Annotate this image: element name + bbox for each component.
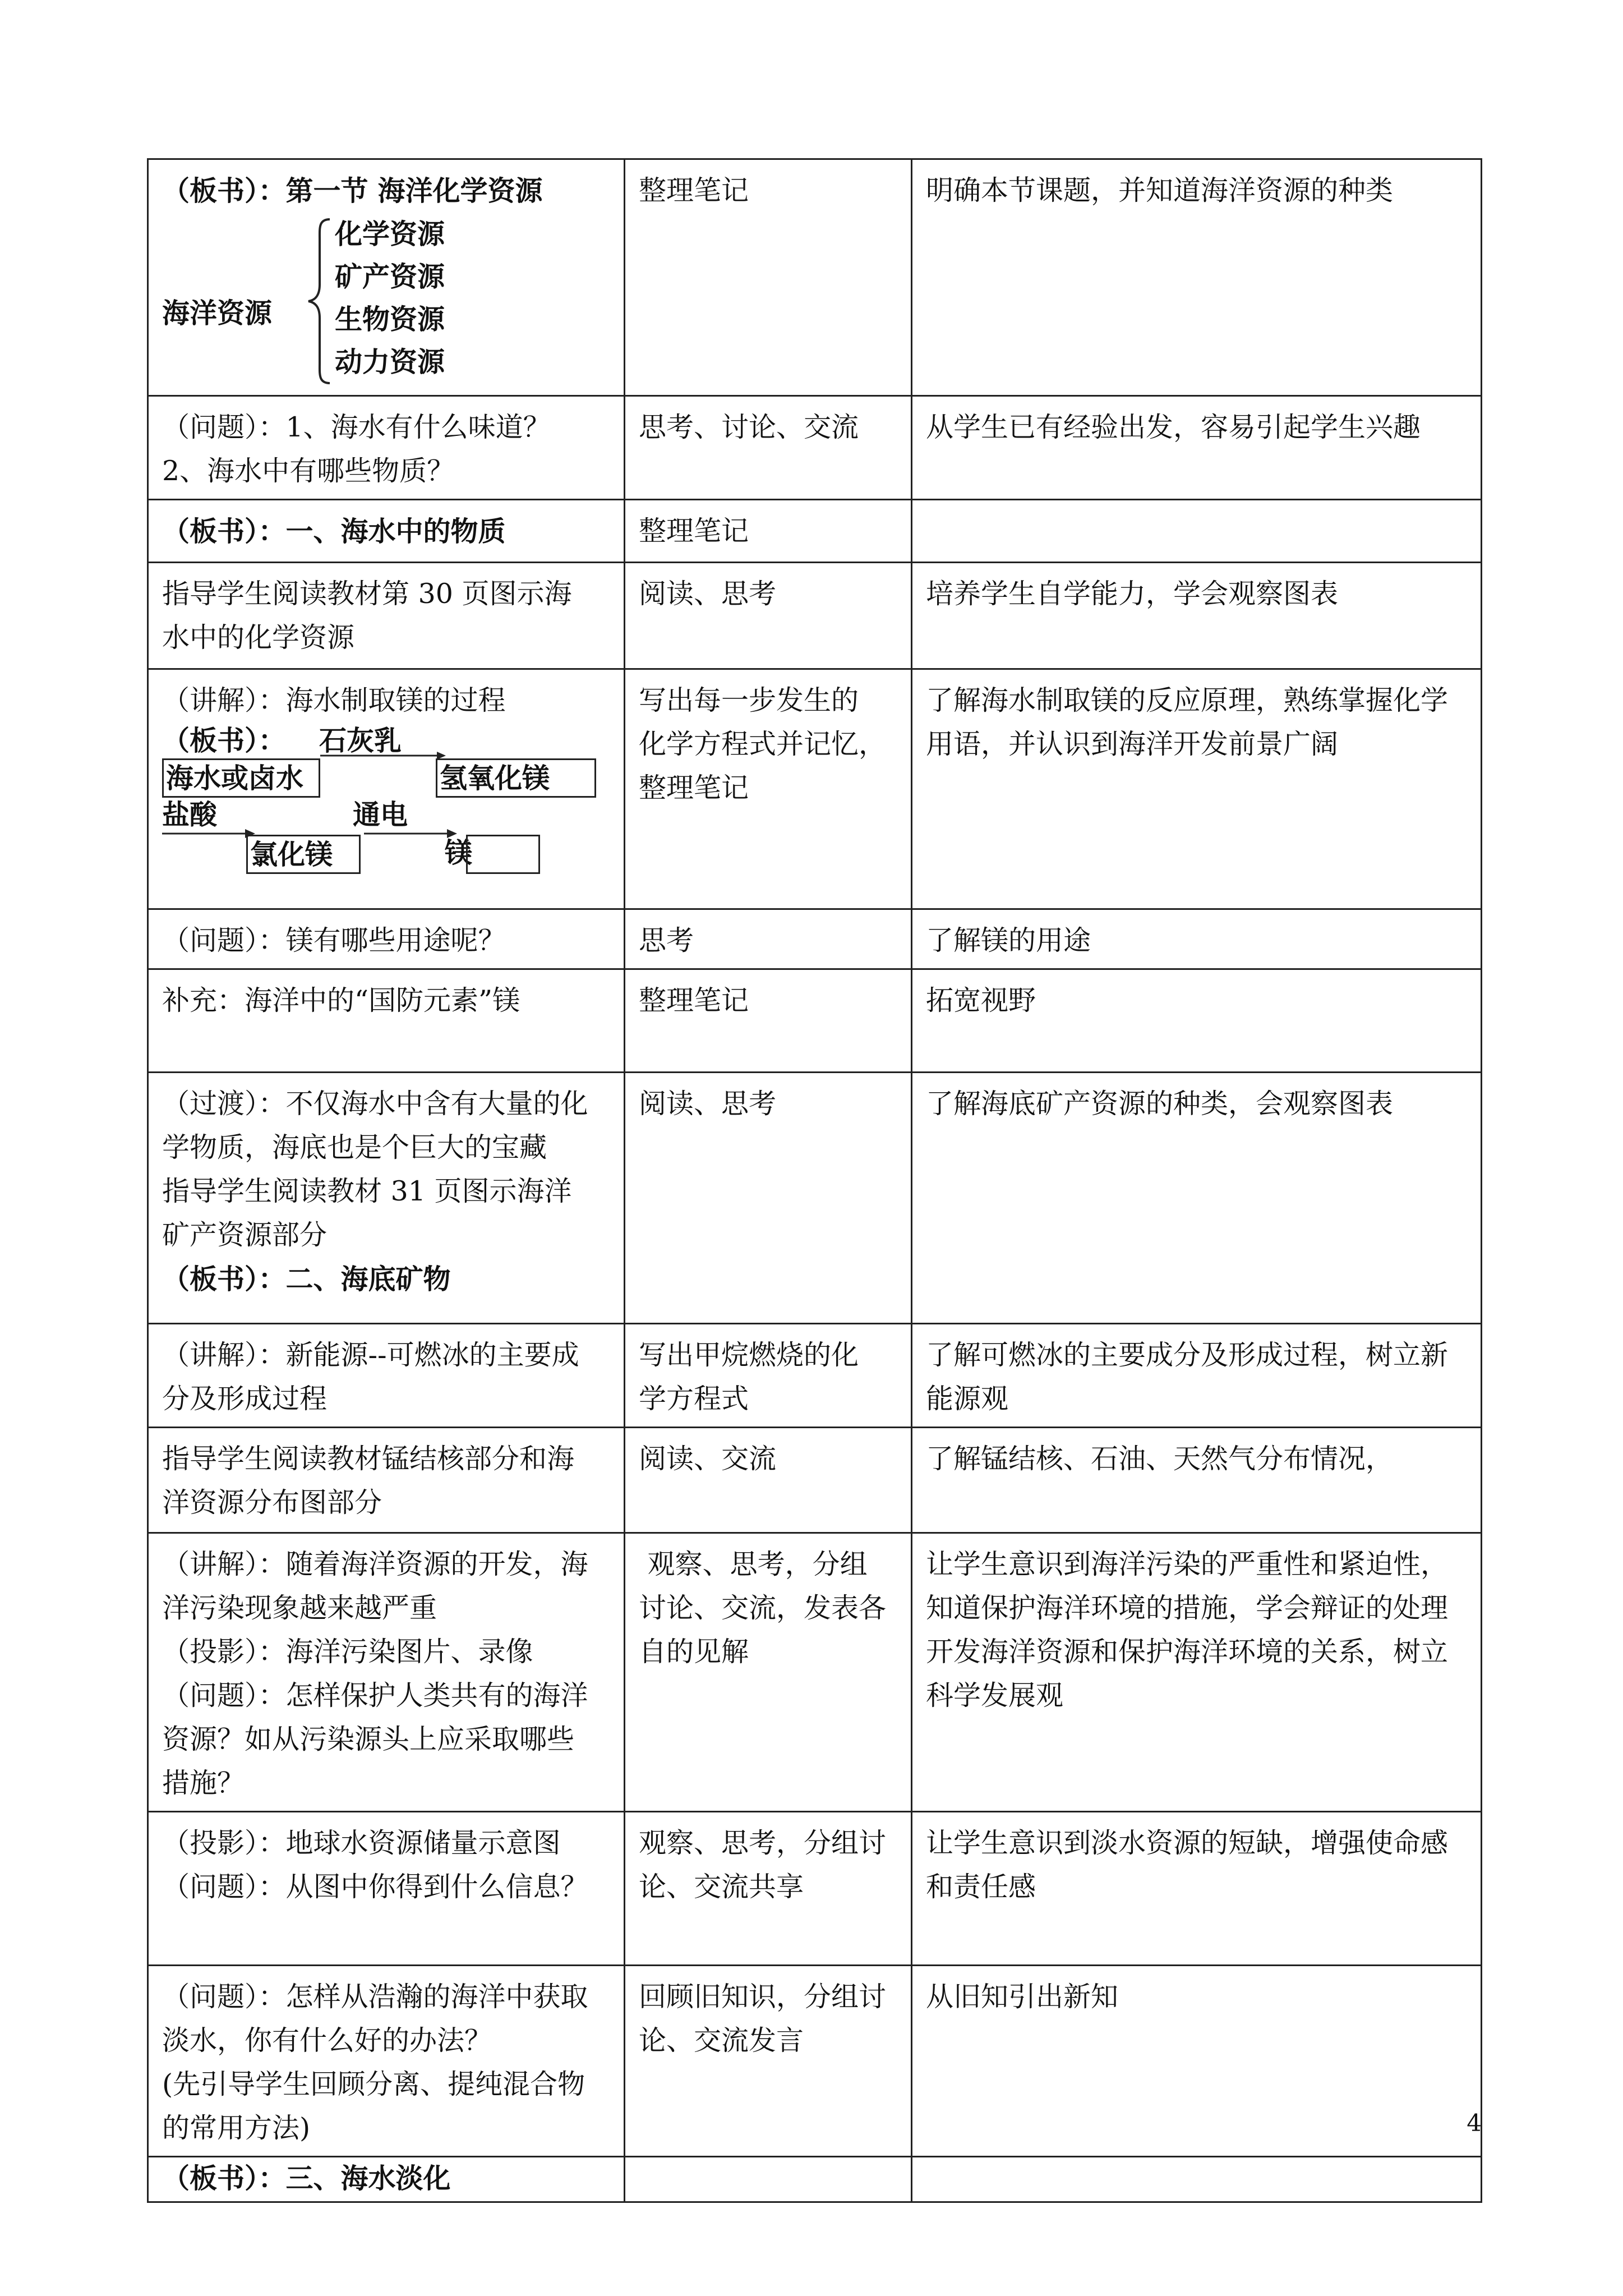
design-purpose-cell <box>912 500 1482 563</box>
student-activity-cell <box>625 1324 912 1428</box>
text-line: 写出每一步发生的 <box>639 684 859 716</box>
table-row <box>148 1428 1482 1533</box>
text-line: 写出甲烷燃烧的化 <box>639 1339 859 1371</box>
text-line: 措施？ <box>162 1767 245 1799</box>
student-activity-cell: 整理笔记 <box>625 500 912 563</box>
teacher-activity-cell <box>148 1533 625 1812</box>
flow-condition-label: 通电 <box>353 798 408 831</box>
design-purpose-cell <box>912 1324 1482 1428</box>
teacher-activity-cell: （问题）：镁有哪些用途呢？ <box>148 909 625 969</box>
text-line: 整理笔记 <box>639 772 749 804</box>
design-purpose-cell: 明确本节课题，并知道海洋资源的种类 <box>912 159 1482 396</box>
brace-item: 矿产资源 <box>335 260 445 293</box>
student-activity-cell <box>625 1533 912 1812</box>
student-activity-cell: 思考、讨论、交流 <box>625 396 912 500</box>
table-row <box>148 909 1482 969</box>
text-line: 2、海水中有哪些物质？ <box>162 455 455 487</box>
teacher-activity-cell <box>148 1324 625 1428</box>
design-purpose-cell <box>912 669 1482 909</box>
table-row <box>148 1533 1482 1812</box>
table-row <box>148 1324 1482 1428</box>
table-row <box>148 1812 1482 1966</box>
magnesium-flow-diagram <box>162 723 611 874</box>
design-purpose-cell <box>912 1533 1482 1812</box>
text-line: （问题）：怎样保护人类共有的海洋 <box>162 1680 588 1711</box>
text-line: 资源？如从污染源头上应采取哪些 <box>162 1723 575 1755</box>
design-purpose-cell <box>912 1812 1482 1966</box>
student-activity-cell: 思考 <box>625 909 912 969</box>
teacher-activity-cell <box>148 563 625 669</box>
teacher-activity-cell <box>148 396 625 500</box>
text-line: (先引导学生回顾分离、提纯混合物 <box>162 2068 585 2100</box>
text-line: 用语，并认识到海洋开发前景广阔 <box>926 728 1339 760</box>
student-activity-cell: 阅读、交流 <box>625 1428 912 1533</box>
teacher-activity-cell <box>148 159 625 396</box>
text-line: （讲解）：海水制取镁的过程 <box>162 684 506 716</box>
text-line: 科学发展观 <box>926 1680 1064 1711</box>
teacher-activity-cell <box>148 1966 625 2157</box>
teacher-activity-cell <box>148 1812 625 1966</box>
board-heading: （板书）：第一节 海洋化学资源 <box>162 174 543 207</box>
student-activity-cell <box>625 669 912 909</box>
text-line: 观察、思考，分组讨 <box>639 1827 887 1859</box>
empty-box <box>466 835 540 874</box>
flow-product-box: 氢氧化镁 <box>436 758 596 798</box>
brace-item: 动力资源 <box>335 346 445 378</box>
table-row <box>148 396 1482 500</box>
resource-brace-diagram <box>162 213 611 389</box>
table-row <box>148 2157 1482 2202</box>
student-activity-cell: 阅读、思考 <box>625 563 912 669</box>
board-heading: （板书）：二、海底矿物 <box>162 1263 451 1295</box>
table-row <box>148 563 1482 669</box>
table-row <box>148 969 1482 1073</box>
student-activity-cell <box>625 1812 912 1966</box>
flow-reagent-label: 盐酸 <box>162 798 218 831</box>
text-line: 分及形成过程 <box>162 1383 328 1415</box>
text-line: （投影）：地球水资源储量示意图 <box>162 1827 561 1859</box>
design-purpose-cell: 拓宽视野 <box>912 969 1482 1073</box>
student-activity-cell: 阅读、思考 <box>625 1073 912 1324</box>
design-purpose-cell: 了解锰结核、石油、天然气分布情况， <box>912 1428 1482 1533</box>
text-line: 让学生意识到海洋污染的严重性和紧迫性， <box>926 1548 1449 1580</box>
text-line: 淡水，你有什么好的办法？ <box>162 2024 492 2056</box>
text-line: 观察、思考，分组 <box>639 1548 868 1580</box>
student-activity-cell <box>625 1966 912 2157</box>
design-purpose-cell: 培养学生自学能力，学会观察图表 <box>912 563 1482 669</box>
text-line: 知道保护海洋环境的措施，学会辩证的处理 <box>926 1592 1449 1624</box>
teacher-activity-cell: （板书）：一、海水中的物质 <box>148 500 625 563</box>
text-line: （投影）：海洋污染图片、录像 <box>162 1636 533 1668</box>
brace-item: 化学资源 <box>335 218 445 250</box>
text-line: 讨论、交流，发表各 <box>639 1592 887 1624</box>
flow-product-label: 镁 <box>445 836 473 869</box>
teacher-activity-cell <box>148 1428 625 1533</box>
student-activity-cell: 整理笔记 <box>625 969 912 1073</box>
text-line: 论、交流发言 <box>639 2024 804 2056</box>
page-number: 4 <box>1467 2109 1482 2137</box>
student-activity-cell <box>625 2157 912 2202</box>
table-row <box>148 500 1482 563</box>
text-line: 论、交流共享 <box>639 1871 804 1903</box>
brace-label: 海洋资源 <box>162 297 273 329</box>
text-line: （问题）：1、海水有什么味道？ <box>162 411 551 443</box>
text-line: （问题）：怎样从浩瀚的海洋中获取 <box>162 1981 588 2013</box>
table-row <box>148 159 1482 396</box>
text-line: （问题）：从图中你得到什么信息？ <box>162 1871 588 1903</box>
brace-items <box>335 213 445 383</box>
design-purpose-cell: 从学生已有经验出发，容易引起学生兴趣 <box>912 396 1482 500</box>
flow-reagent-label: 石灰乳 <box>319 724 402 757</box>
brace-item: 生物资源 <box>335 303 445 335</box>
design-purpose-cell <box>912 2157 1482 2202</box>
text-line: 洋资源分布图部分 <box>162 1487 382 1519</box>
text-line: （过渡）：不仅海水中含有大量的化 <box>162 1088 588 1120</box>
text-line: 让学生意识到淡水资源的短缺，增强使命感 <box>926 1827 1449 1859</box>
text-line: 水中的化学资源 <box>162 622 355 654</box>
table-row <box>148 1966 1482 2157</box>
text-line: 指导学生阅读教材第 30 页图示海 <box>162 578 572 610</box>
text-line: （讲解）：随着海洋资源的开发，海 <box>162 1548 588 1580</box>
text-line: 回顾旧知识，分组讨 <box>639 1981 887 2013</box>
text-line: 指导学生阅读教材 31 页图示海洋 <box>162 1175 572 1207</box>
text-line: 能源观 <box>926 1383 1009 1415</box>
text-line: 洋污染现象越来越严重 <box>162 1592 437 1624</box>
flow-start-box: 海水或卤水 <box>162 758 320 798</box>
table-row <box>148 669 1482 909</box>
lesson-plan-table <box>147 158 1482 2203</box>
text-line: 和责任感 <box>926 1871 1036 1903</box>
text-line: 开发海洋资源和保护海洋环境的关系，树立 <box>926 1636 1449 1668</box>
design-purpose-cell: 了解镁的用途 <box>912 909 1482 969</box>
design-purpose-cell: 了解海底矿产资源的种类，会观察图表 <box>912 1073 1482 1324</box>
teacher-activity-cell: （板书）：三、海水淡化 <box>148 2157 625 2202</box>
board-label: （板书）： <box>162 724 286 757</box>
design-purpose-cell: 从旧知引出新知 <box>912 1966 1482 2157</box>
text-line: 学物质，海底也是个巨大的宝藏 <box>162 1131 547 1163</box>
text-line: 指导学生阅读教材锰结核部分和海 <box>162 1443 575 1475</box>
text-line: 化学方程式并记忆， <box>639 728 887 760</box>
text-line: 了解海水制取镁的反应原理，熟练掌握化学 <box>926 684 1449 716</box>
curly-brace-icon <box>305 217 333 385</box>
text-line: 的常用方法) <box>162 2112 311 2144</box>
flow-product-box: 氯化镁 <box>246 835 361 874</box>
text-line: （讲解）：新能源--可燃冰的主要成 <box>162 1339 579 1371</box>
teacher-activity-cell: 补充：海洋中的“国防元素”镁 <box>148 969 625 1073</box>
text-line: 自的见解 <box>639 1636 749 1668</box>
text-line: 矿产资源部分 <box>162 1219 328 1251</box>
teacher-activity-cell <box>148 669 625 909</box>
teacher-activity-cell <box>148 1073 625 1324</box>
table-row <box>148 1073 1482 1324</box>
student-activity-cell: 整理笔记 <box>625 159 912 396</box>
text-line: 了解可燃冰的主要成分及形成过程，树立新 <box>926 1339 1449 1371</box>
text-line: 学方程式 <box>639 1383 749 1415</box>
